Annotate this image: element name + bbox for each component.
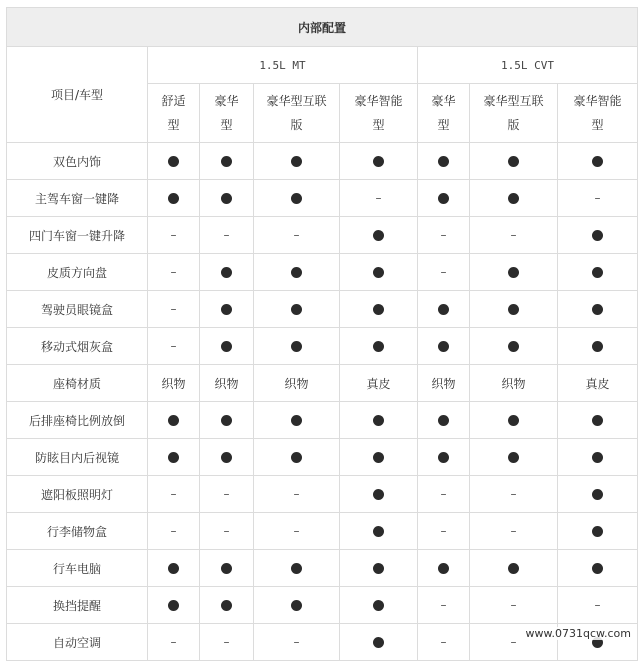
standard-dot-icon <box>508 304 519 315</box>
not-available-dash: – <box>223 635 230 649</box>
trim-header-line: 型 <box>167 118 180 132</box>
table-cell <box>418 513 470 550</box>
table-cell <box>148 513 200 550</box>
standard-dot-icon <box>592 526 603 537</box>
table-cell <box>470 587 558 624</box>
trim-header-line: 版 <box>507 118 520 132</box>
table-cell <box>470 550 558 587</box>
table-cell <box>558 328 638 365</box>
trim-header-4 <box>418 84 470 143</box>
table-row <box>7 402 638 439</box>
table-cell <box>470 180 558 217</box>
table-cell <box>558 439 638 476</box>
standard-dot-icon <box>592 267 603 278</box>
table-cell <box>418 143 470 180</box>
trim-header-2 <box>254 84 340 143</box>
row-label: 换挡提醒 <box>7 587 148 624</box>
cell-text: 真皮 <box>585 376 610 391</box>
table-cell <box>418 439 470 476</box>
table-cell <box>558 365 638 402</box>
table-row <box>7 550 638 587</box>
table-cell <box>558 291 638 328</box>
row-label: 后排座椅比例放倒 <box>7 402 148 439</box>
standard-dot-icon <box>373 452 384 463</box>
table-row <box>7 291 638 328</box>
table-cell <box>340 143 418 180</box>
standard-dot-icon <box>291 341 302 352</box>
table-row <box>7 476 638 513</box>
standard-dot-icon <box>373 415 384 426</box>
standard-dot-icon <box>221 304 232 315</box>
row-label: 皮质方向盘 <box>7 254 148 291</box>
standard-dot-icon <box>291 304 302 315</box>
table-cell <box>558 180 638 217</box>
table-cell <box>254 180 340 217</box>
not-available-dash: – <box>510 635 517 649</box>
standard-dot-icon <box>373 637 384 648</box>
standard-dot-icon <box>508 193 519 204</box>
standard-dot-icon <box>291 452 302 463</box>
watermark: www.0731qcw.com <box>525 627 631 640</box>
standard-dot-icon <box>592 156 603 167</box>
table-cell <box>470 365 558 402</box>
cell-text: 织物 <box>501 376 526 391</box>
standard-dot-icon <box>508 341 519 352</box>
table-cell <box>340 402 418 439</box>
table-cell <box>200 365 254 402</box>
table-cell <box>470 217 558 254</box>
table-cell <box>558 254 638 291</box>
row-label: 行李储物盒 <box>7 513 148 550</box>
not-available-dash: – <box>375 191 382 205</box>
standard-dot-icon <box>438 156 449 167</box>
table-cell <box>254 402 340 439</box>
row-label: 自动空调 <box>7 624 148 661</box>
standard-dot-icon <box>373 304 384 315</box>
standard-dot-icon <box>291 193 302 204</box>
table-cell <box>558 550 638 587</box>
trim-header-3 <box>340 84 418 143</box>
table-cell <box>558 143 638 180</box>
not-available-dash: – <box>170 635 177 649</box>
standard-dot-icon <box>168 415 179 426</box>
table-cell <box>148 402 200 439</box>
table-cell <box>418 291 470 328</box>
table-cell <box>418 254 470 291</box>
standard-dot-icon <box>373 341 384 352</box>
table-row <box>7 328 638 365</box>
standard-dot-icon <box>438 304 449 315</box>
table-cell <box>200 476 254 513</box>
table-cell <box>418 180 470 217</box>
not-available-dash: – <box>170 524 177 538</box>
table-cell <box>254 624 340 661</box>
table-cell <box>470 476 558 513</box>
table-row <box>7 217 638 254</box>
table-cell <box>418 328 470 365</box>
cell-text: 真皮 <box>366 376 391 391</box>
standard-dot-icon <box>592 341 603 352</box>
standard-dot-icon <box>168 600 179 611</box>
table-cell <box>340 254 418 291</box>
standard-dot-icon <box>291 563 302 574</box>
standard-dot-icon <box>373 230 384 241</box>
trim-header-line: 型 <box>437 118 450 132</box>
row-label: 座椅材质 <box>7 365 148 402</box>
trim-header-line: 豪华智能 <box>573 94 622 108</box>
table-cell <box>254 587 340 624</box>
not-available-dash: – <box>510 228 517 242</box>
table-cell <box>200 328 254 365</box>
standard-dot-icon <box>221 600 232 611</box>
table-cell <box>254 550 340 587</box>
standard-dot-icon <box>291 415 302 426</box>
table-cell <box>340 180 418 217</box>
table-cell <box>418 365 470 402</box>
row-label: 四门车窗一键升降 <box>7 217 148 254</box>
standard-dot-icon <box>508 156 519 167</box>
table-cell <box>418 402 470 439</box>
group-header-cvt: 1.5L CVT <box>418 47 638 84</box>
table-cell <box>558 217 638 254</box>
standard-dot-icon <box>221 563 232 574</box>
table-row <box>7 180 638 217</box>
table-cell <box>470 143 558 180</box>
table-row <box>7 143 638 180</box>
standard-dot-icon <box>221 341 232 352</box>
table-cell <box>470 291 558 328</box>
standard-dot-icon <box>221 267 232 278</box>
table-cell <box>340 550 418 587</box>
table-cell <box>148 550 200 587</box>
not-available-dash: – <box>170 339 177 353</box>
table-cell <box>418 624 470 661</box>
table-cell <box>558 476 638 513</box>
standard-dot-icon <box>508 267 519 278</box>
cell-text: 织物 <box>214 376 239 391</box>
table-row <box>7 365 638 402</box>
table-cell <box>200 550 254 587</box>
table-cell <box>200 254 254 291</box>
table-cell <box>200 180 254 217</box>
trim-header-line: 豪华型互联 <box>483 94 544 108</box>
standard-dot-icon <box>508 452 519 463</box>
standard-dot-icon <box>592 563 603 574</box>
standard-dot-icon <box>221 415 232 426</box>
table-cell <box>254 439 340 476</box>
trim-header-0 <box>148 84 200 143</box>
group-header-mt: 1.5L MT <box>148 47 418 84</box>
standard-dot-icon <box>508 415 519 426</box>
trim-header-line: 豪华 <box>214 94 239 108</box>
trim-header-line: 版 <box>290 118 303 132</box>
table-cell <box>148 254 200 291</box>
table-cell <box>340 291 418 328</box>
standard-dot-icon <box>291 600 302 611</box>
table-cell <box>200 624 254 661</box>
standard-dot-icon <box>438 193 449 204</box>
standard-dot-icon <box>592 230 603 241</box>
standard-dot-icon <box>373 563 384 574</box>
not-available-dash: – <box>293 487 300 501</box>
not-available-dash: – <box>293 228 300 242</box>
standard-dot-icon <box>291 156 302 167</box>
cell-text: 织物 <box>161 376 186 391</box>
trim-header-line: 型 <box>591 118 604 132</box>
not-available-dash: – <box>440 524 447 538</box>
cell-text: 织物 <box>431 376 456 391</box>
not-available-dash: – <box>594 191 601 205</box>
standard-dot-icon <box>592 304 603 315</box>
interior-config-table <box>6 7 638 661</box>
table-cell <box>340 587 418 624</box>
row-label: 双色内饰 <box>7 143 148 180</box>
not-available-dash: – <box>510 598 517 612</box>
table-cell <box>340 624 418 661</box>
table-cell <box>558 513 638 550</box>
row-label: 行车电脑 <box>7 550 148 587</box>
table-cell <box>558 402 638 439</box>
not-available-dash: – <box>510 524 517 538</box>
table-title: 内部配置 <box>7 8 638 47</box>
table-cell <box>148 624 200 661</box>
trim-header-line: 豪华智能 <box>354 94 403 108</box>
table-cell <box>340 328 418 365</box>
table-cell <box>418 587 470 624</box>
standard-dot-icon <box>168 452 179 463</box>
table-cell <box>200 217 254 254</box>
table-cell <box>470 328 558 365</box>
table-cell <box>340 217 418 254</box>
table-cell <box>148 328 200 365</box>
not-available-dash: – <box>440 228 447 242</box>
header-label: 项目/车型 <box>7 47 148 143</box>
table-cell <box>148 587 200 624</box>
table-cell <box>340 365 418 402</box>
row-label: 驾驶员眼镜盒 <box>7 291 148 328</box>
standard-dot-icon <box>373 526 384 537</box>
table-cell <box>254 217 340 254</box>
table-cell <box>418 550 470 587</box>
standard-dot-icon <box>168 193 179 204</box>
not-available-dash: – <box>293 635 300 649</box>
table-cell <box>200 291 254 328</box>
table-cell <box>200 143 254 180</box>
trim-header-6 <box>558 84 638 143</box>
standard-dot-icon <box>438 563 449 574</box>
standard-dot-icon <box>168 156 179 167</box>
table-cell <box>254 365 340 402</box>
trim-header-5 <box>470 84 558 143</box>
table-row <box>7 587 638 624</box>
not-available-dash: – <box>293 524 300 538</box>
trim-header-1 <box>200 84 254 143</box>
table-cell <box>470 254 558 291</box>
table-cell <box>254 291 340 328</box>
table-cell <box>148 476 200 513</box>
standard-dot-icon <box>221 193 232 204</box>
standard-dot-icon <box>168 563 179 574</box>
table-cell <box>254 254 340 291</box>
row-label: 防眩目内后视镜 <box>7 439 148 476</box>
table-cell <box>340 439 418 476</box>
not-available-dash: – <box>223 524 230 538</box>
table-cell <box>148 439 200 476</box>
table-row <box>7 254 638 291</box>
not-available-dash: – <box>440 598 447 612</box>
trim-header-line: 型 <box>372 118 385 132</box>
trim-header-line: 豪华 <box>431 94 456 108</box>
table-cell <box>148 291 200 328</box>
table-cell <box>148 143 200 180</box>
table-cell <box>254 143 340 180</box>
standard-dot-icon <box>373 156 384 167</box>
table-row <box>7 439 638 476</box>
not-available-dash: – <box>594 598 601 612</box>
table-cell <box>470 402 558 439</box>
standard-dot-icon <box>592 452 603 463</box>
not-available-dash: – <box>440 487 447 501</box>
standard-dot-icon <box>592 415 603 426</box>
table-cell <box>148 217 200 254</box>
not-available-dash: – <box>223 487 230 501</box>
standard-dot-icon <box>373 267 384 278</box>
standard-dot-icon <box>373 489 384 500</box>
standard-dot-icon <box>438 415 449 426</box>
table-cell <box>200 587 254 624</box>
standard-dot-icon <box>291 267 302 278</box>
table-cell <box>254 476 340 513</box>
table-row <box>7 513 638 550</box>
trim-header-line: 舒适 <box>161 94 186 108</box>
table-cell <box>340 513 418 550</box>
table-cell <box>200 439 254 476</box>
standard-dot-icon <box>221 452 232 463</box>
table-cell <box>254 328 340 365</box>
table-cell <box>418 217 470 254</box>
table-cell <box>254 513 340 550</box>
trim-header-line: 豪华型互联 <box>266 94 327 108</box>
standard-dot-icon <box>221 156 232 167</box>
table-cell <box>470 513 558 550</box>
not-available-dash: – <box>170 487 177 501</box>
cell-text: 织物 <box>284 376 309 391</box>
row-label: 遮阳板照明灯 <box>7 476 148 513</box>
table-cell <box>148 365 200 402</box>
standard-dot-icon <box>592 489 603 500</box>
not-available-dash: – <box>510 487 517 501</box>
not-available-dash: – <box>170 228 177 242</box>
not-available-dash: – <box>440 635 447 649</box>
standard-dot-icon <box>508 563 519 574</box>
table-cell <box>418 476 470 513</box>
standard-dot-icon <box>373 600 384 611</box>
table-cell <box>200 402 254 439</box>
row-label: 主驾车窗一键降 <box>7 180 148 217</box>
table-cell <box>148 180 200 217</box>
not-available-dash: – <box>170 302 177 316</box>
table-cell <box>200 513 254 550</box>
not-available-dash: – <box>170 265 177 279</box>
not-available-dash: – <box>223 228 230 242</box>
table-cell <box>340 476 418 513</box>
table-cell <box>470 439 558 476</box>
standard-dot-icon <box>438 452 449 463</box>
not-available-dash: – <box>440 265 447 279</box>
table-cell <box>558 587 638 624</box>
row-label: 移动式烟灰盒 <box>7 328 148 365</box>
standard-dot-icon <box>438 341 449 352</box>
trim-header-line: 型 <box>220 118 233 132</box>
